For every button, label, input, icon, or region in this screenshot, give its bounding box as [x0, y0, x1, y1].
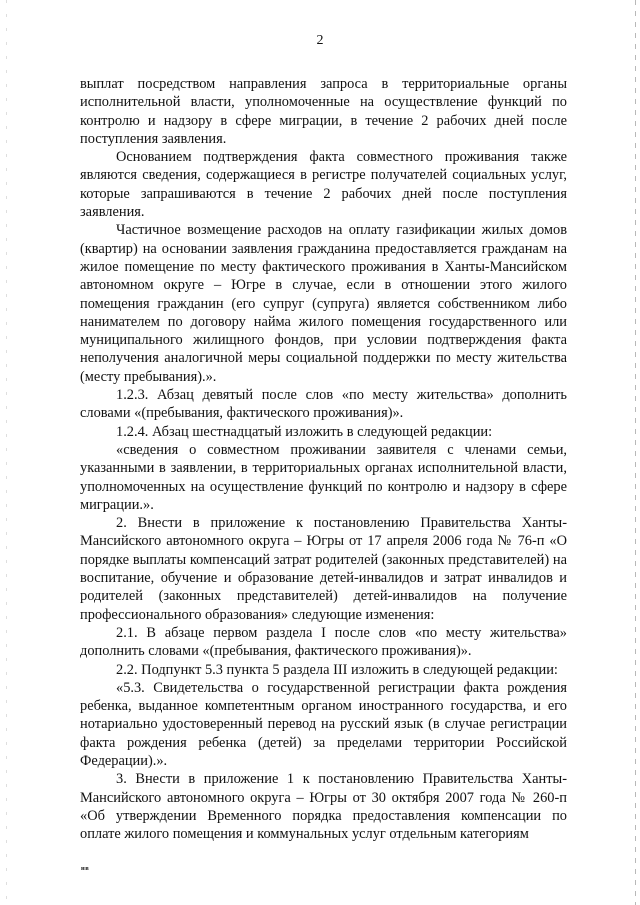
paragraph-4: 1.2.3. Абзац девятый после слов «по месту жительства» дополнить словами «(пребывания, фактического проживания)». [80, 387, 567, 422]
paragraph-7: 2. Внести в приложение к постановлению Правительства Ханты-Мансийского автономного округа – Югры от 17 апреля 2006 года № 76-п «О порядке выплаты компенсаций затрат родителей (законных представителей) на воспитание, обучение и образование детей-инвалидов и затрат инвалидов и родителей (законных представителей) детей-инвалидов на получение профессионального образования» следующие изменения: [80, 515, 567, 623]
scan-edge-right [635, 0, 636, 905]
paragraph-2: Основанием подтверждения факта совместного проживания также являются сведения, содержащиеся в регистре получателей социальных услуг, которые запрашиваются в течение 2 рабочих дней после поступления заявления. [80, 149, 567, 221]
paragraph-3: Частичное возмещение расходов на оплату газификации жилых домов (квартир) на основании заявления гражданина предоставляется гражданам на жилое помещение по месту фактического проживания в Ханты-Мансийском автономном округе – Югре в случае, если в отношении этого жилого помещения гражданин (его супруг (супруга) является собственником либо нанимателем по договору найма жилого помещения государственного или муниципального жилищного фондов, при условии подтверждения факта неполучения аналогичной меры социальной поддержки по месту жительства (месту пребывания).». [80, 222, 567, 385]
footer-mark: нв [81, 865, 90, 872]
paragraph-6: «сведения о совместном проживании заявителя с членами семьи, указанными в заявлении, в территориальных органах исполнительной власти, уполномоченных на осуществление функций по контролю и надзору в сфере миграции.». [80, 441, 567, 513]
scan-edge-left [6, 0, 7, 905]
page-number: 2 [316, 33, 324, 48]
document-body [80, 75, 567, 843]
paragraph-1: выплат посредством направления запроса в территориальные органы исполнительной власти, уполномоченные на осуществление функций по контролю и надзору в сфере миграции, в течение 2 рабочих дней после поступления заявления. [80, 76, 567, 147]
paragraph-10: «5.3. Свидетельства о государственной регистрации факта рождения ребенка, выданное компетентным органом иностранного государства, и его нотариально удостоверенный перевод на русский язык (в случае регистрации факта рождения ребенка (детей) за пределами территории Российской Федерации).». [80, 679, 567, 769]
paragraph-8: 2.1. В абзаце первом раздела I после слов «по месту жительства» дополнить словами «(пребывания, фактического проживания)». [80, 624, 567, 660]
paragraph-9: 2.2. Подпункт 5.3 пункта 5 раздела III изложить в следующей редакции: [116, 661, 558, 678]
paragraph-11: 3. Внести в приложение 1 к постановлению Правительства Ханты-Мансийского автономного округа – Югры от 30 октября 2007 года № 260-п «Об утверждении Временного порядка предоставления компенсации по оплате жилого помещения и коммунальных услуг отдельным категориям [80, 771, 567, 843]
paragraph-5: 1.2.4. Абзац шестнадцатый изложить в следующей редакции: [116, 423, 493, 440]
